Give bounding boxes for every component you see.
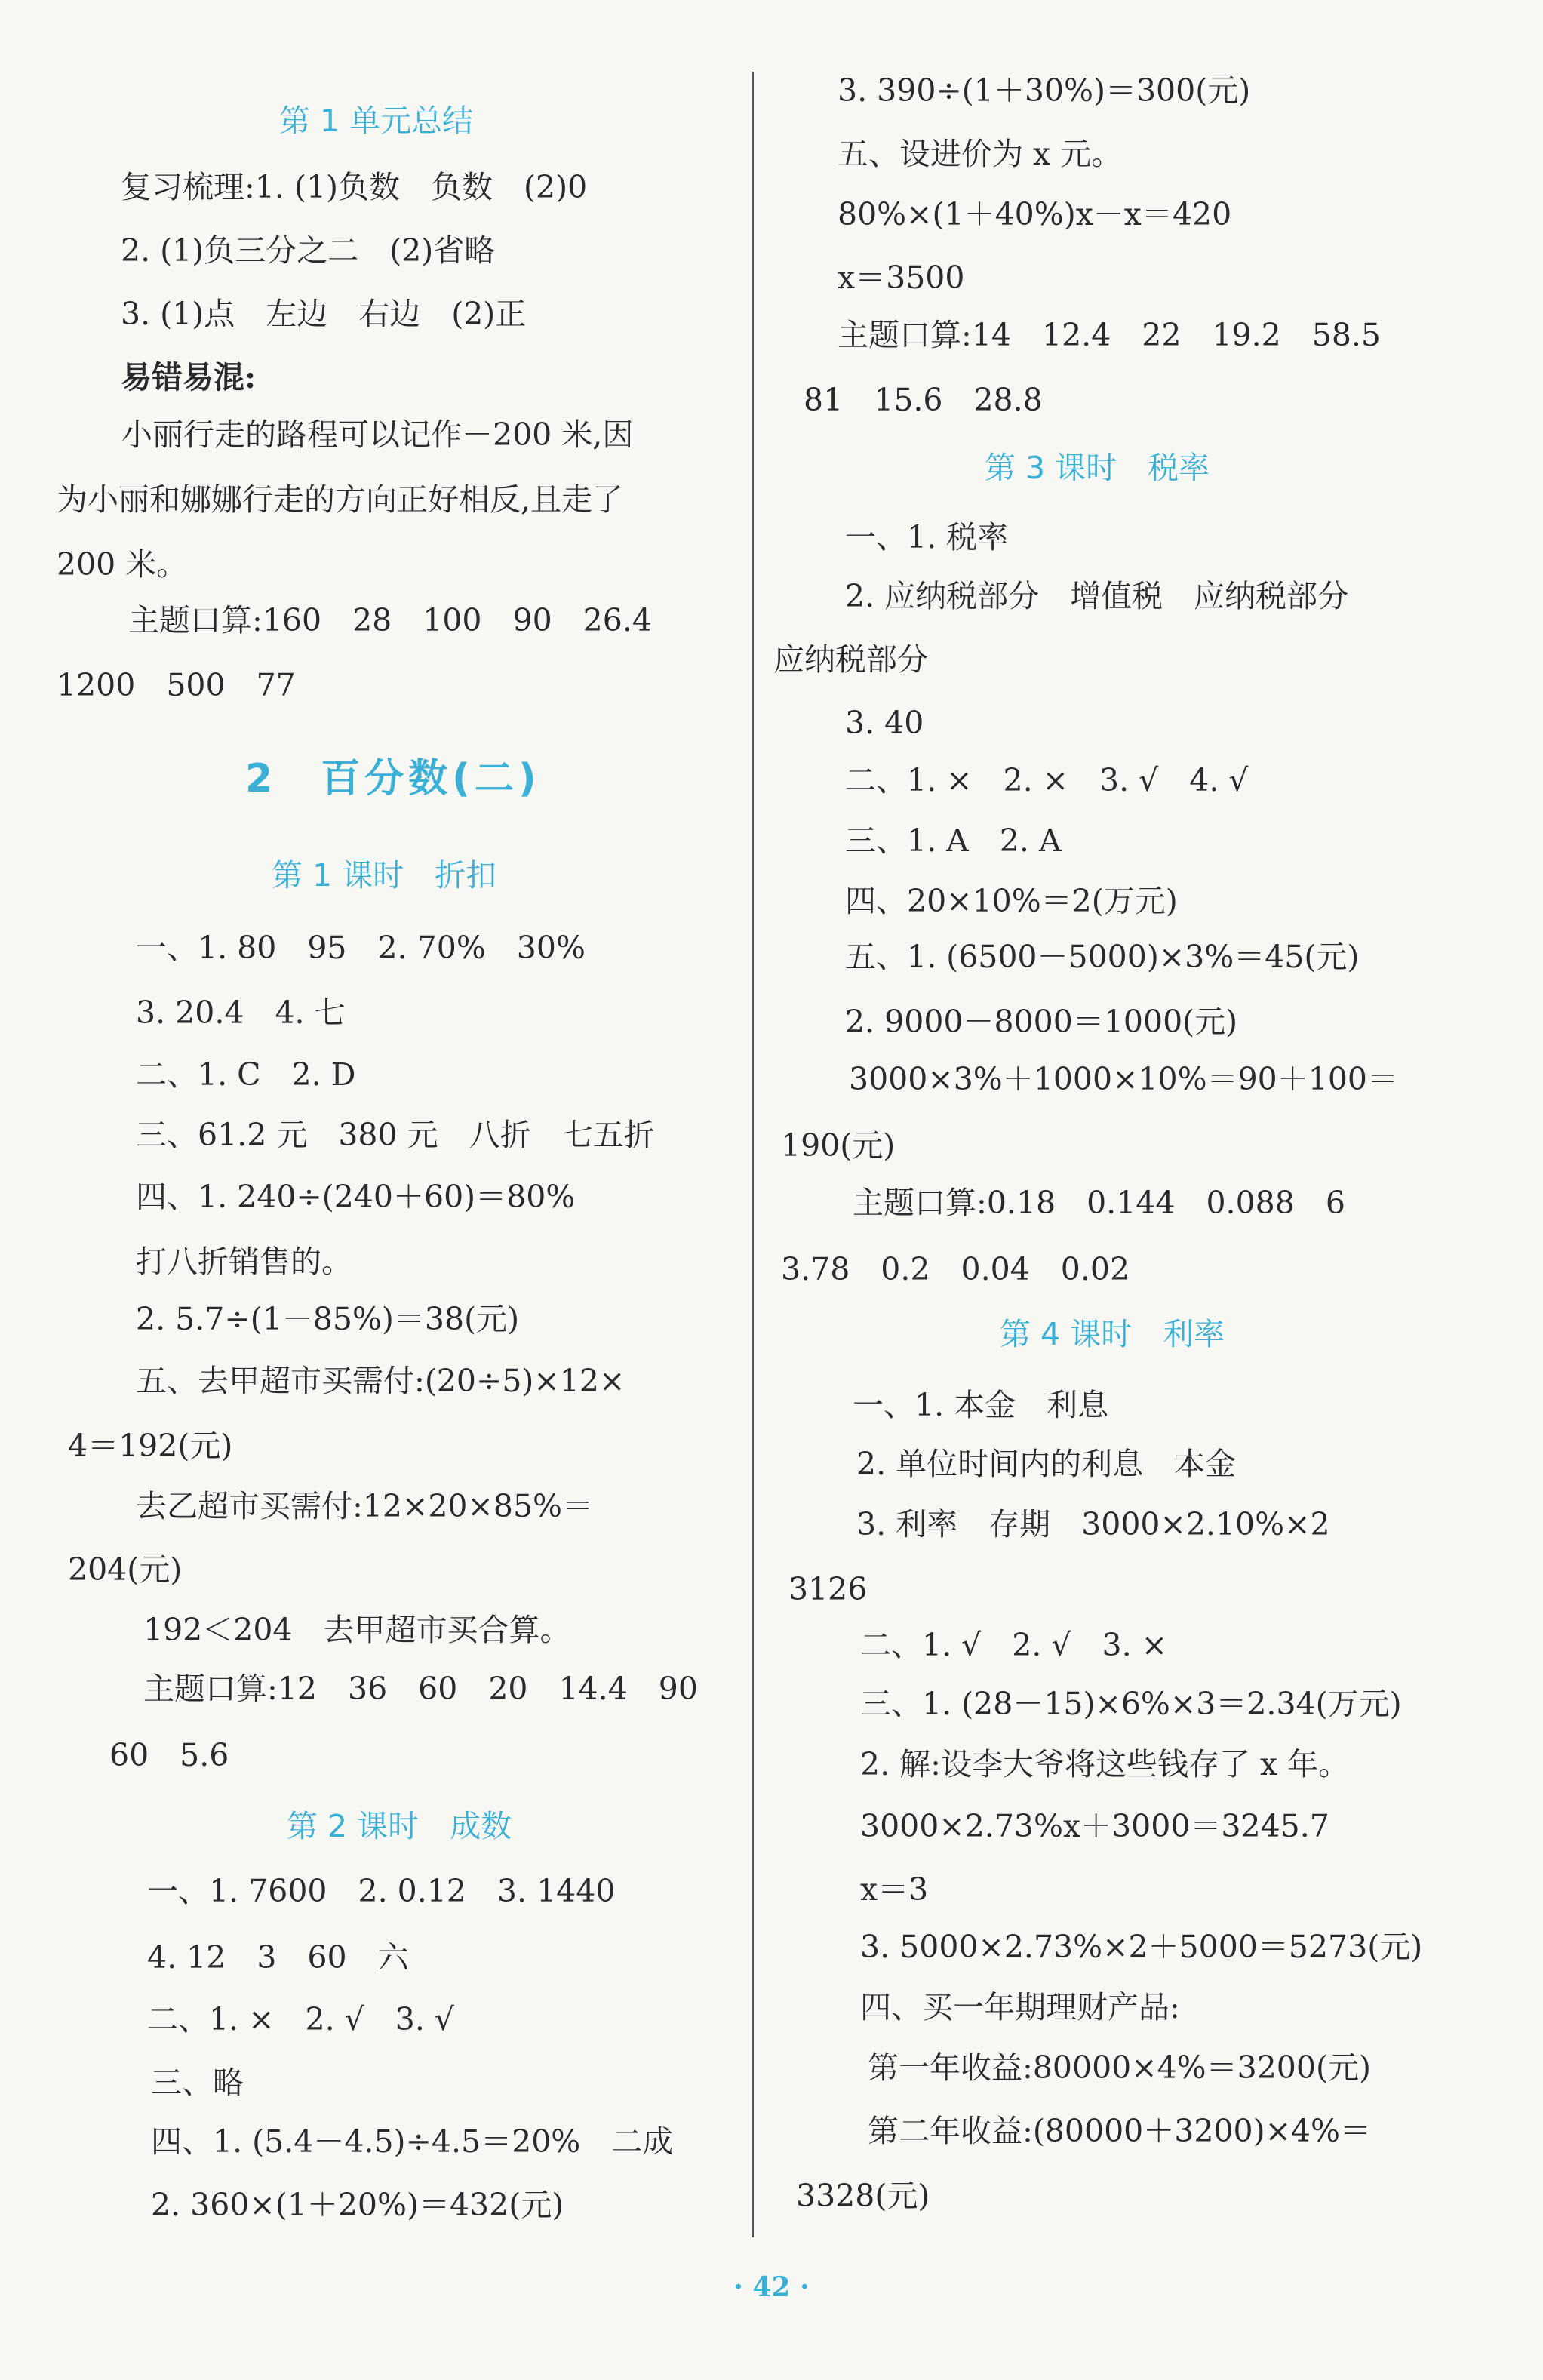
l1-line-13: 主题口算:12 36 60 20 14.4 90: [143, 1671, 698, 1707]
confuse-line-1: 小丽行走的路程可以记作－200 米,因: [91, 417, 634, 453]
l1-line-8: 五、去甲超市买需付:(20÷5)×12×: [136, 1363, 625, 1399]
r-line-8: 2. 应纳税部分 增值税 应纳税部分: [845, 578, 1349, 614]
r-line-16: 3000×3%＋1000×10%＝90＋100＝: [849, 1061, 1398, 1097]
l1-line-10: 去乙超市买需付:12×20×85%＝: [136, 1488, 593, 1524]
l1-line-3: 二、1. C 2. D: [136, 1056, 356, 1093]
r-line-29: 3. 5000×2.73%×2＋5000＝5273(元): [860, 1929, 1423, 1965]
r-line-21: 2. 单位时间内的利息 本金: [856, 1446, 1237, 1482]
l1-line-2: 3. 20.4 4. 七: [136, 995, 346, 1031]
l1-line-7: 2. 5.7÷(1－85%)＝38(元): [136, 1301, 520, 1337]
r-line-28: x＝3: [860, 1871, 929, 1908]
chapter-title: 2 百分数(二): [245, 756, 541, 801]
lesson-2-title: 第 2 课时 成数: [287, 1808, 512, 1844]
r-line-9: 应纳税部分: [773, 641, 928, 678]
l1-line-6: 打八折销售的。: [136, 1244, 352, 1280]
l2-line-4: 三、略: [151, 2065, 244, 2101]
r-line-22: 3. 利率 存期 3000×2.10%×2: [856, 1506, 1330, 1542]
lesson-1-title: 第 1 课时 折扣: [272, 857, 497, 893]
confuse-title: 易错易混:: [121, 359, 257, 395]
l2-line-1: 一、1. 7600 2. 0.12 3. 1440: [147, 1873, 616, 1909]
confuse-line-3: 200 米。: [57, 546, 188, 583]
r-line-26: 2. 解:设李大爷将这些钱存了 x 年。: [860, 1746, 1350, 1782]
r-line-31: 第一年收益:80000×4%＝3200(元): [868, 2049, 1371, 2086]
r-line-15: 2. 9000－8000＝1000(元): [845, 1004, 1238, 1040]
r-line-13: 四、20×10%＝2(万元): [845, 883, 1178, 919]
l1-line-11: 204(元): [68, 1551, 183, 1588]
confuse-line-2: 为小丽和娜娜行走的方向正好相反,且走了: [57, 481, 624, 518]
r-line-5: 主题口算:14 12.4 22 19.2 58.5: [838, 317, 1382, 353]
r-line-23: 3126: [788, 1571, 868, 1607]
review-line-1: 复习梳理:1. (1)负数 负数 (2)0: [121, 169, 588, 205]
column-divider: [752, 72, 754, 2237]
r-line-2: 五、设进价为 x 元。: [838, 136, 1123, 172]
l2-line-2: 4. 12 3 60 六: [147, 1939, 409, 1976]
l1-line-9: 4＝192(元): [68, 1428, 233, 1464]
l1-line-14: 60 5.6: [109, 1737, 229, 1773]
l1-line-5: 四、1. 240÷(240＋60)＝80%: [136, 1179, 576, 1215]
r-line-14: 五、1. (6500－5000)×3%＝45(元): [845, 939, 1360, 975]
r-line-30: 四、买一年期理财产品:: [860, 1989, 1180, 2025]
oral-calc-2: 1200 500 77: [57, 667, 296, 703]
review-line-3: 3. (1)点 左边 右边 (2)正: [121, 296, 527, 332]
lesson-4-title: 第 4 课时 利率: [1000, 1316, 1225, 1352]
r-line-3: 80%×(1＋40%)x－x＝420: [838, 196, 1232, 232]
r-line-20: 一、1. 本金 利息: [853, 1387, 1109, 1423]
oral-calc-1: 主题口算:160 28 100 90 26.4: [128, 602, 652, 638]
r-line-10: 3. 40: [845, 705, 924, 741]
l1-line-12: 192＜204 去甲超市买合算。: [143, 1612, 571, 1648]
r-line-11: 二、1. × 2. × 3. √ 4. √: [845, 762, 1249, 798]
r-line-18: 主题口算:0.18 0.144 0.088 6: [853, 1185, 1345, 1221]
l1-line-1: 一、1. 80 95 2. 70% 30%: [136, 930, 586, 966]
r-line-25: 三、1. (28－15)×6%×3＝2.34(万元): [860, 1686, 1402, 1722]
r-line-1: 3. 390÷(1＋30%)＝300(元): [838, 72, 1251, 109]
lesson-3-title: 第 3 课时 税率: [985, 450, 1210, 486]
unit-summary-title: 第 1 单元总结: [279, 103, 474, 139]
review-line-2: 2. (1)负三分之二 (2)省略: [121, 232, 496, 269]
l2-line-5: 四、1. (5.4－4.5)÷4.5＝20% 二成: [151, 2123, 674, 2160]
r-line-33: 3328(元): [796, 2178, 930, 2214]
r-line-27: 3000×2.73%x＋3000＝3245.7: [860, 1808, 1329, 1844]
r-line-17: 190(元): [781, 1127, 896, 1164]
l2-line-3: 二、1. × 2. √ 3. √: [147, 2001, 455, 2037]
r-line-12: 三、1. A 2. A: [845, 823, 1062, 859]
r-line-6: 81 15.6 28.8: [804, 382, 1043, 418]
page-number: · 42 ·: [733, 2271, 810, 2303]
r-line-32: 第二年收益:(80000＋3200)×4%＝: [868, 2113, 1371, 2149]
l2-line-6: 2. 360×(1＋20%)＝432(元): [151, 2187, 564, 2223]
r-line-4: x＝3500: [838, 260, 965, 296]
l1-line-4: 三、61.2 元 380 元 八折 七五折: [136, 1117, 655, 1153]
r-line-19: 3.78 0.2 0.04 0.02: [781, 1251, 1130, 1287]
r-line-24: 二、1. √ 2. √ 3. ×: [860, 1627, 1168, 1663]
r-line-7: 一、1. 税率: [845, 519, 1009, 555]
